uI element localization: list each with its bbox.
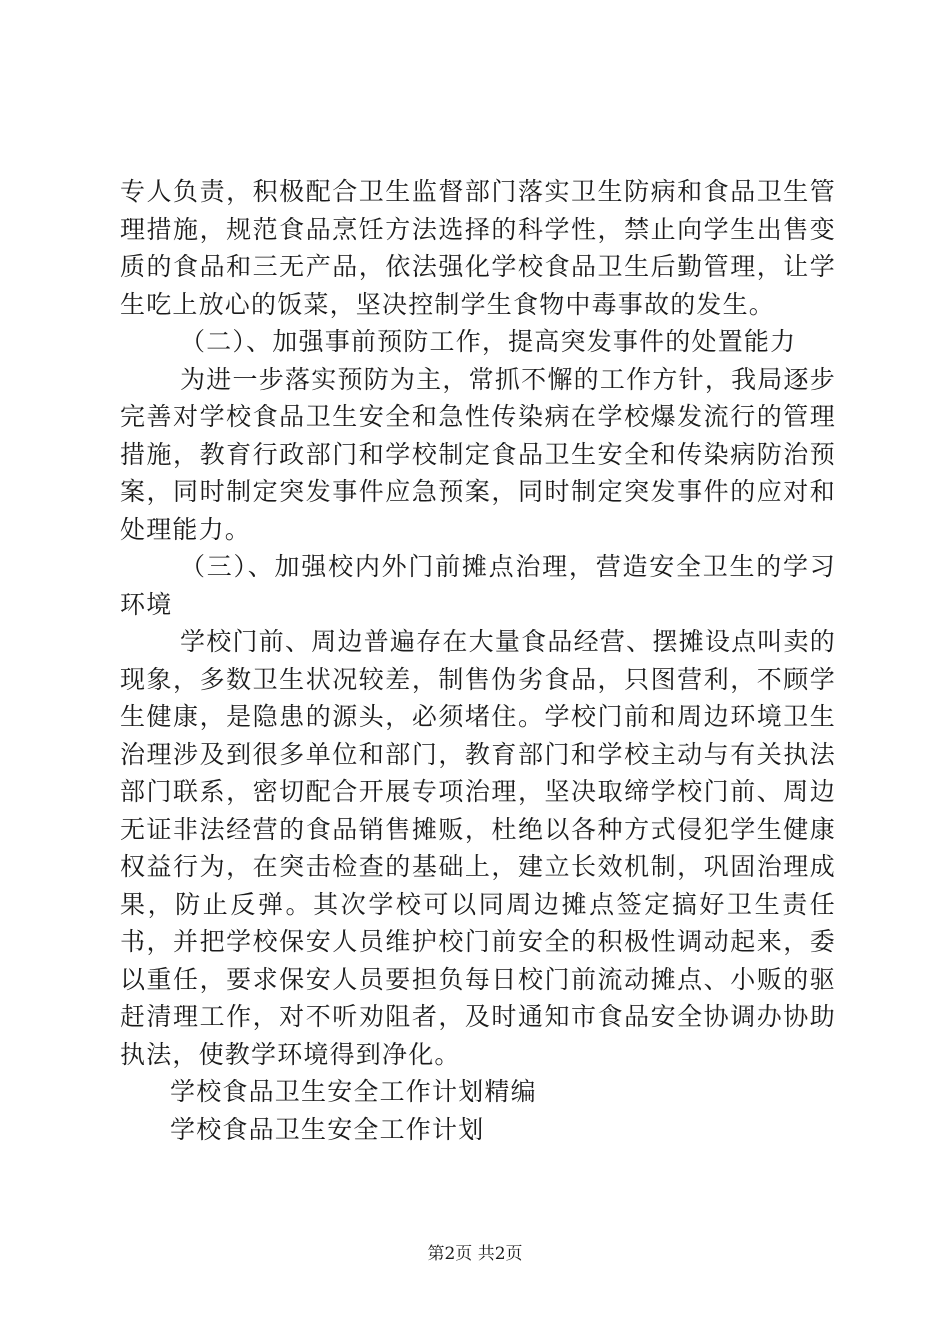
paragraph-prevention: 为进一步落实预防为主，常抓不懈的工作方针，我局逐步完善对学校食品卫生安全和急性传染病在学校爆发流行的管理措施，教育行政部门和学校制定食品卫生安全和传染病防治预案，同时制定突发事件应急预案，同时制定突发事件的应对和处理能力。 (120, 364, 836, 544)
page-footer: 第2页 共2页 (427, 1244, 523, 1264)
section-heading-3: （三）、加强校内外门前摊点治理，营造安全卫生的学习环境 (120, 552, 836, 619)
document-body (120, 173, 836, 1148)
related-title-1: 学校食品卫生安全工作计划精编 (170, 1077, 537, 1106)
paragraph-continuation: 专人负责，积极配合卫生监督部门落实卫生防病和食品卫生管理措施，规范食品烹饪方法选择的科学性，禁止向学生出售变质的食品和三无产品，依法强化学校食品卫生后勤管理，让学生吃上放心的饭菜，坚决控制学生食物中毒事故的发生。 (120, 177, 836, 319)
related-title-2: 学校食品卫生安全工作计划 (170, 1114, 485, 1144)
section-heading-2: （二）、加强事前预防工作，提高突发事件的处置能力 (180, 327, 797, 356)
paragraph-vendor-control: 学校门前、周边普遍存在大量食品经营、摆摊设点叫卖的现象，多数卫生状况较差，制售伪劣食品，只图营利，不顾学生健康，是隐患的源头，必须堵住。学校门前和周边环境卫生治理涉及到很多单位和部门，教育部门和学校主动与有关执法部门联系，密切配合开展专项治理，坚决取缔学校门前、周边无证非法经营的食品销售摊贩，杜绝以各种方式侵犯学生健康权益行为，在突击检查的基础上，建立长效机制，巩固治理成果，防止反弹。其次学校可以同周边摊点签定搞好卫生责任书，并把学校保安人员维护校门前安全的积极性调动起来，委以重任，要求保安人员要担负每日校门前流动摊点、小贩的驱赶清理工作，对不听劝阻者，及时通知市食品安全协调办协助执法，使教学环境得到净化。 (120, 627, 836, 1069)
